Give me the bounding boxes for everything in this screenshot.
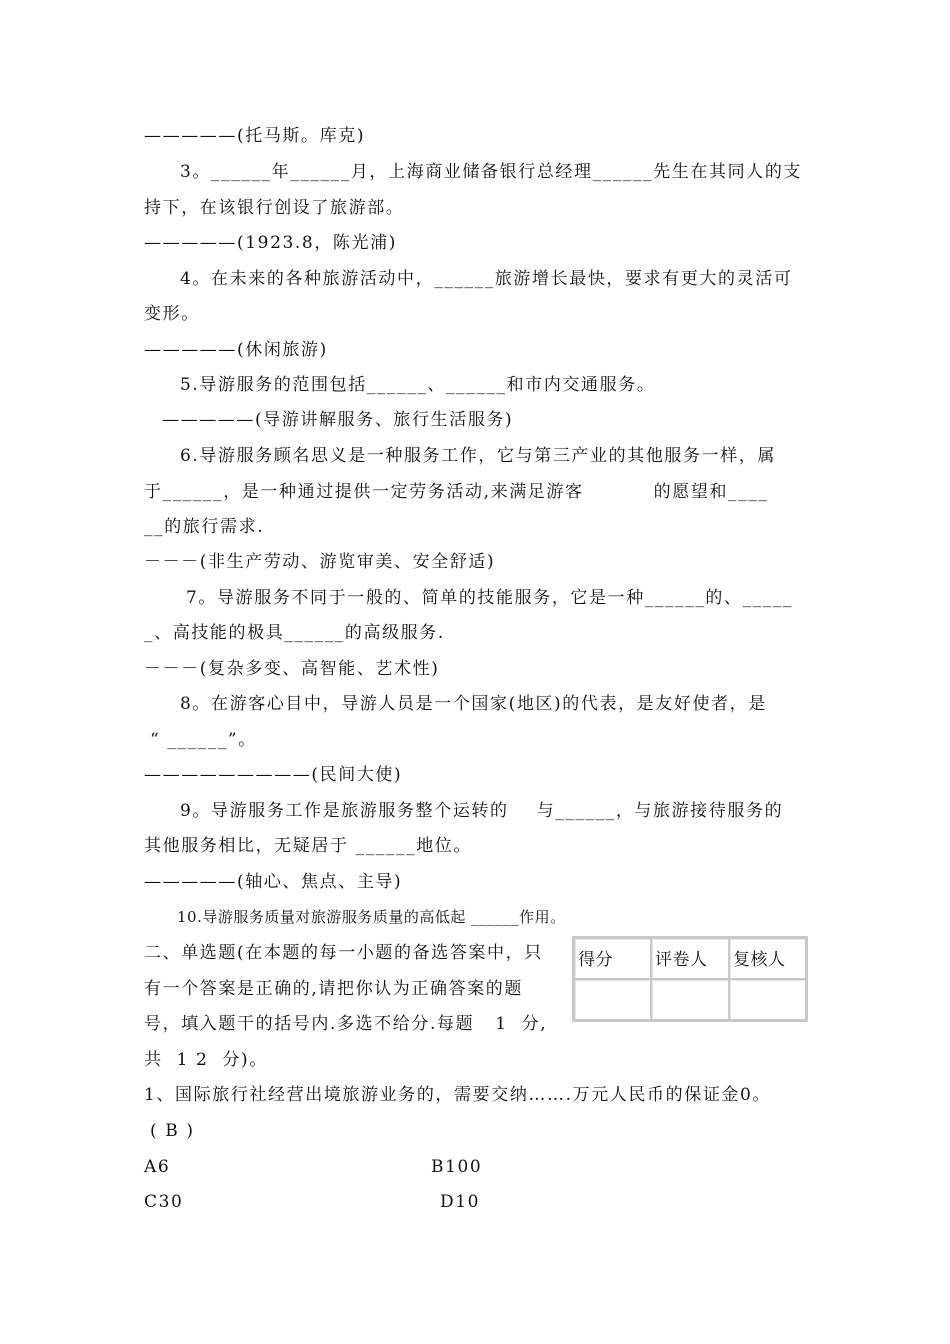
section-2-heading-line-4: 共 1 2 分)。: [144, 1050, 268, 1070]
score-table: [572, 936, 808, 1022]
single-choice-question-1: 1、国际旅行社经营出境旅游业务的，需要交纳…….万元人民币的保证金0。: [144, 1085, 772, 1105]
answer-line-7: －－－(复杂多变、高智能、艺术性): [144, 659, 440, 679]
question-8-line-2: “ ______”。: [150, 730, 257, 750]
answer-line-5: —————(导游讲解服务、旅行生活服务): [162, 410, 514, 430]
grader-header-cell: 评卷人: [651, 938, 729, 979]
question-3-line-1: 3。______年______月，上海商业储备银行总经理______先生在其同人的支: [180, 162, 803, 182]
question-6-line-1: 6.导游服务顾名思义是一种服务工作，它与第三产业的其他服务一样，属: [180, 446, 777, 466]
question-8-line-1: 8。在游客心目中，导游人员是一个国家(地区)的代表，是友好使者，是: [180, 694, 767, 714]
option-c: C30: [144, 1192, 184, 1212]
question-9-line-1: 9。导游服务工作是旅游服务整个运转的 与______，与旅游接待服务的: [180, 801, 784, 821]
section-2-heading-line-2: 有一个答案是正确的,请把你认为正确答案的题: [144, 979, 524, 999]
option-d: D10: [440, 1192, 481, 1212]
question-9-line-2: 其他服务相比，无疑居于 ______地位。: [144, 836, 473, 856]
question-3-line-2: 持下，在该银行创设了旅游部。: [144, 198, 405, 218]
option-b: B100: [431, 1157, 483, 1177]
reviewer-header-cell: 复核人: [729, 938, 806, 979]
question-4-line-2: 变形。: [144, 304, 200, 324]
single-choice-answer-1: ( B ): [150, 1121, 195, 1141]
question-6-line-2: 于______，是一种通过提供一定劳务活动,来满足游客 的愿望和____: [144, 482, 769, 502]
section-2-heading-line-1: 二、单选题(在本题的每一小题的备选答案中，只: [144, 943, 543, 963]
answer-line-3: —————(1923.8，陈光浦): [144, 233, 397, 253]
question-5-line-1: 5.导游服务的范围包括______、______和市内交通服务。: [180, 375, 656, 395]
section-2-heading-line-3: 号，填入题干的括号内.多选不给分.每题 1 分,: [144, 1014, 548, 1034]
score-value-cell[interactable]: [574, 979, 651, 1020]
answer-line-6: －－－(非生产劳动、游览审美、安全舒适): [144, 552, 496, 572]
question-10-line-1: 10.导游服务质量对旅游服务质量的高低起 ______作用。: [177, 908, 566, 926]
answer-line-8: —————————(民间大使): [144, 765, 403, 785]
score-header-cell: 得分: [574, 938, 651, 979]
answer-line-4: —————(休闲旅游): [144, 340, 328, 360]
answer-line-9: —————(轴心、焦点、主导): [144, 872, 403, 892]
question-4-line-1: 4。在未来的各种旅游活动中，______旅游增长最快，要求有更大的灵活可: [180, 269, 793, 289]
answer-line-1: —————(托马斯。库克): [144, 126, 366, 146]
reviewer-value-cell[interactable]: [729, 979, 806, 1020]
question-6-line-3: __的旅行需求.: [144, 517, 265, 537]
question-7-line-2: _、高技能的极具______的高级服务.: [144, 623, 445, 643]
question-7-line-1: 7。导游服务不同于一般的、简单的技能服务，它是一种______的、_____: [186, 588, 794, 608]
option-a: A6: [144, 1157, 171, 1177]
grader-value-cell[interactable]: [651, 979, 729, 1020]
